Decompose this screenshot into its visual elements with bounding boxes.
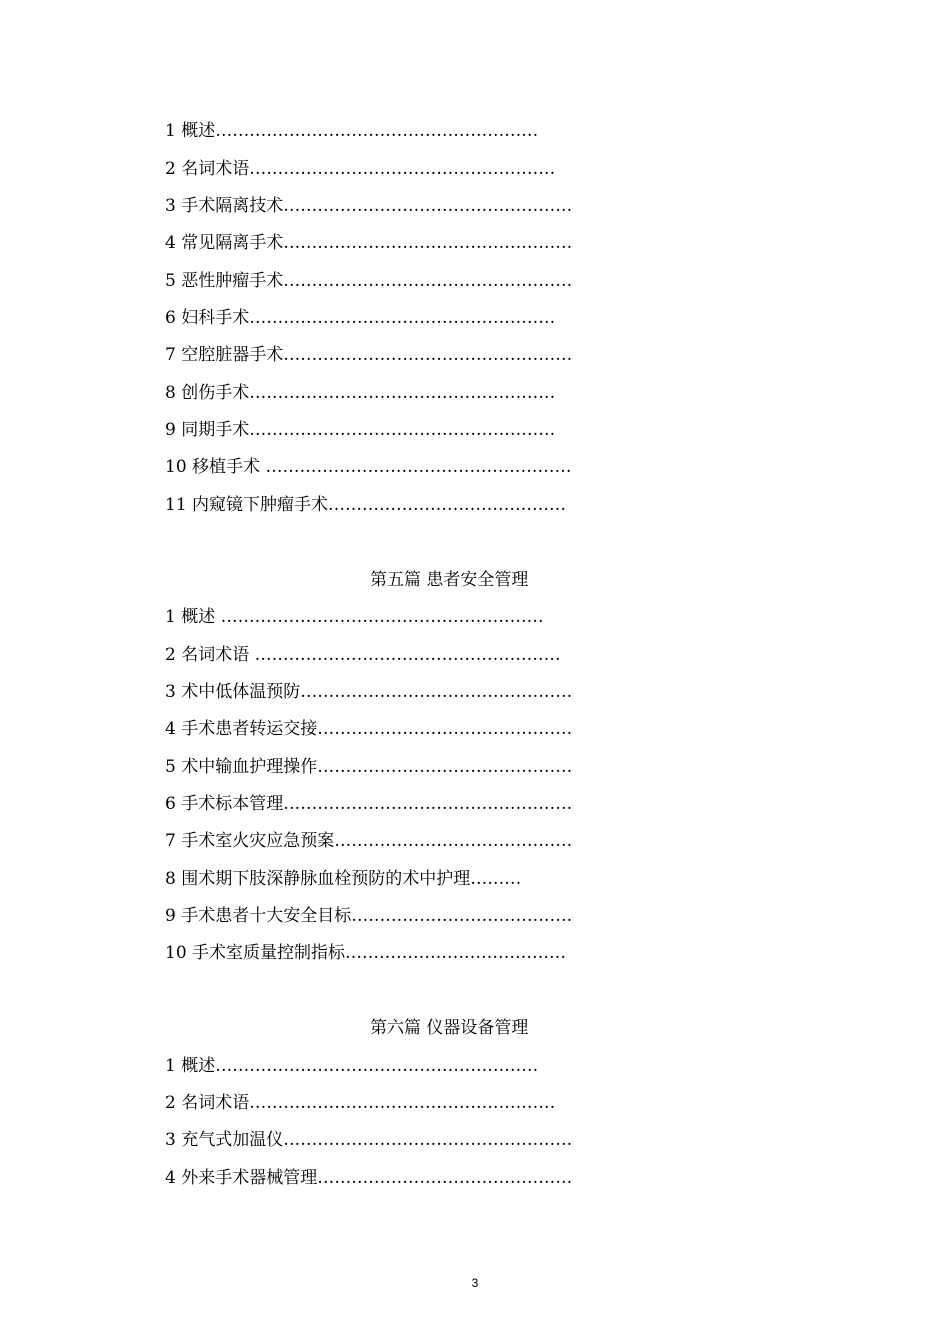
toc-item: 8 围术期下肢深静脉血栓预防的术中护理……… xyxy=(165,869,522,889)
toc-item: 1 概述………………………………………………… xyxy=(165,121,539,141)
toc-item: 3 充气式加温仪…………………………………………… xyxy=(165,1130,573,1150)
toc-item: 5 术中输血护理操作……………………………………… xyxy=(165,757,573,777)
toc-item: 4 外来手术器械管理……………………………………… xyxy=(165,1168,573,1188)
toc-item: 6 手术标本管理…………………………………………… xyxy=(165,794,573,814)
section-title: 第六篇 仪器设备管理 xyxy=(370,1018,529,1038)
toc-item: 9 同期手术……………………………………………… xyxy=(165,420,556,440)
toc-item: 9 手术患者十大安全目标………………………………… xyxy=(165,906,573,926)
toc-item: 10 手术室质量控制指标………………………………… xyxy=(165,943,567,963)
toc-item: 3 手术隔离技术…………………………………………… xyxy=(165,196,573,216)
toc-item: 2 名词术语……………………………………………… xyxy=(165,159,556,179)
toc-item: 4 常见隔离手术…………………………………………… xyxy=(165,233,573,253)
page-number: 3 xyxy=(471,1276,479,1290)
section-title: 第五篇 患者安全管理 xyxy=(370,570,529,590)
toc-item: 5 恶性肿瘤手术…………………………………………… xyxy=(165,271,573,291)
toc-item: 8 创伤手术……………………………………………… xyxy=(165,383,556,403)
toc-item: 10 移植手术 ……………………………………………… xyxy=(165,457,572,477)
toc-item: 2 名词术语 ……………………………………………… xyxy=(165,645,561,665)
toc-item: 1 概述………………………………………………… xyxy=(165,1056,539,1076)
toc-item: 7 手术室火灾应急预案…………………………………… xyxy=(165,831,573,851)
toc-item: 11 内窥镜下肿瘤手术…………………………………… xyxy=(165,495,567,515)
toc-item: 6 妇科手术……………………………………………… xyxy=(165,308,556,328)
toc-item: 7 空腔脏器手术…………………………………………… xyxy=(165,345,573,365)
toc-item: 4 手术患者转运交接……………………………………… xyxy=(165,719,573,739)
toc-item: 3 术中低体温预防………………………………………… xyxy=(165,682,573,702)
toc-item: 1 概述 ………………………………………………… xyxy=(165,607,544,627)
toc-item: 2 名词术语……………………………………………… xyxy=(165,1093,556,1113)
